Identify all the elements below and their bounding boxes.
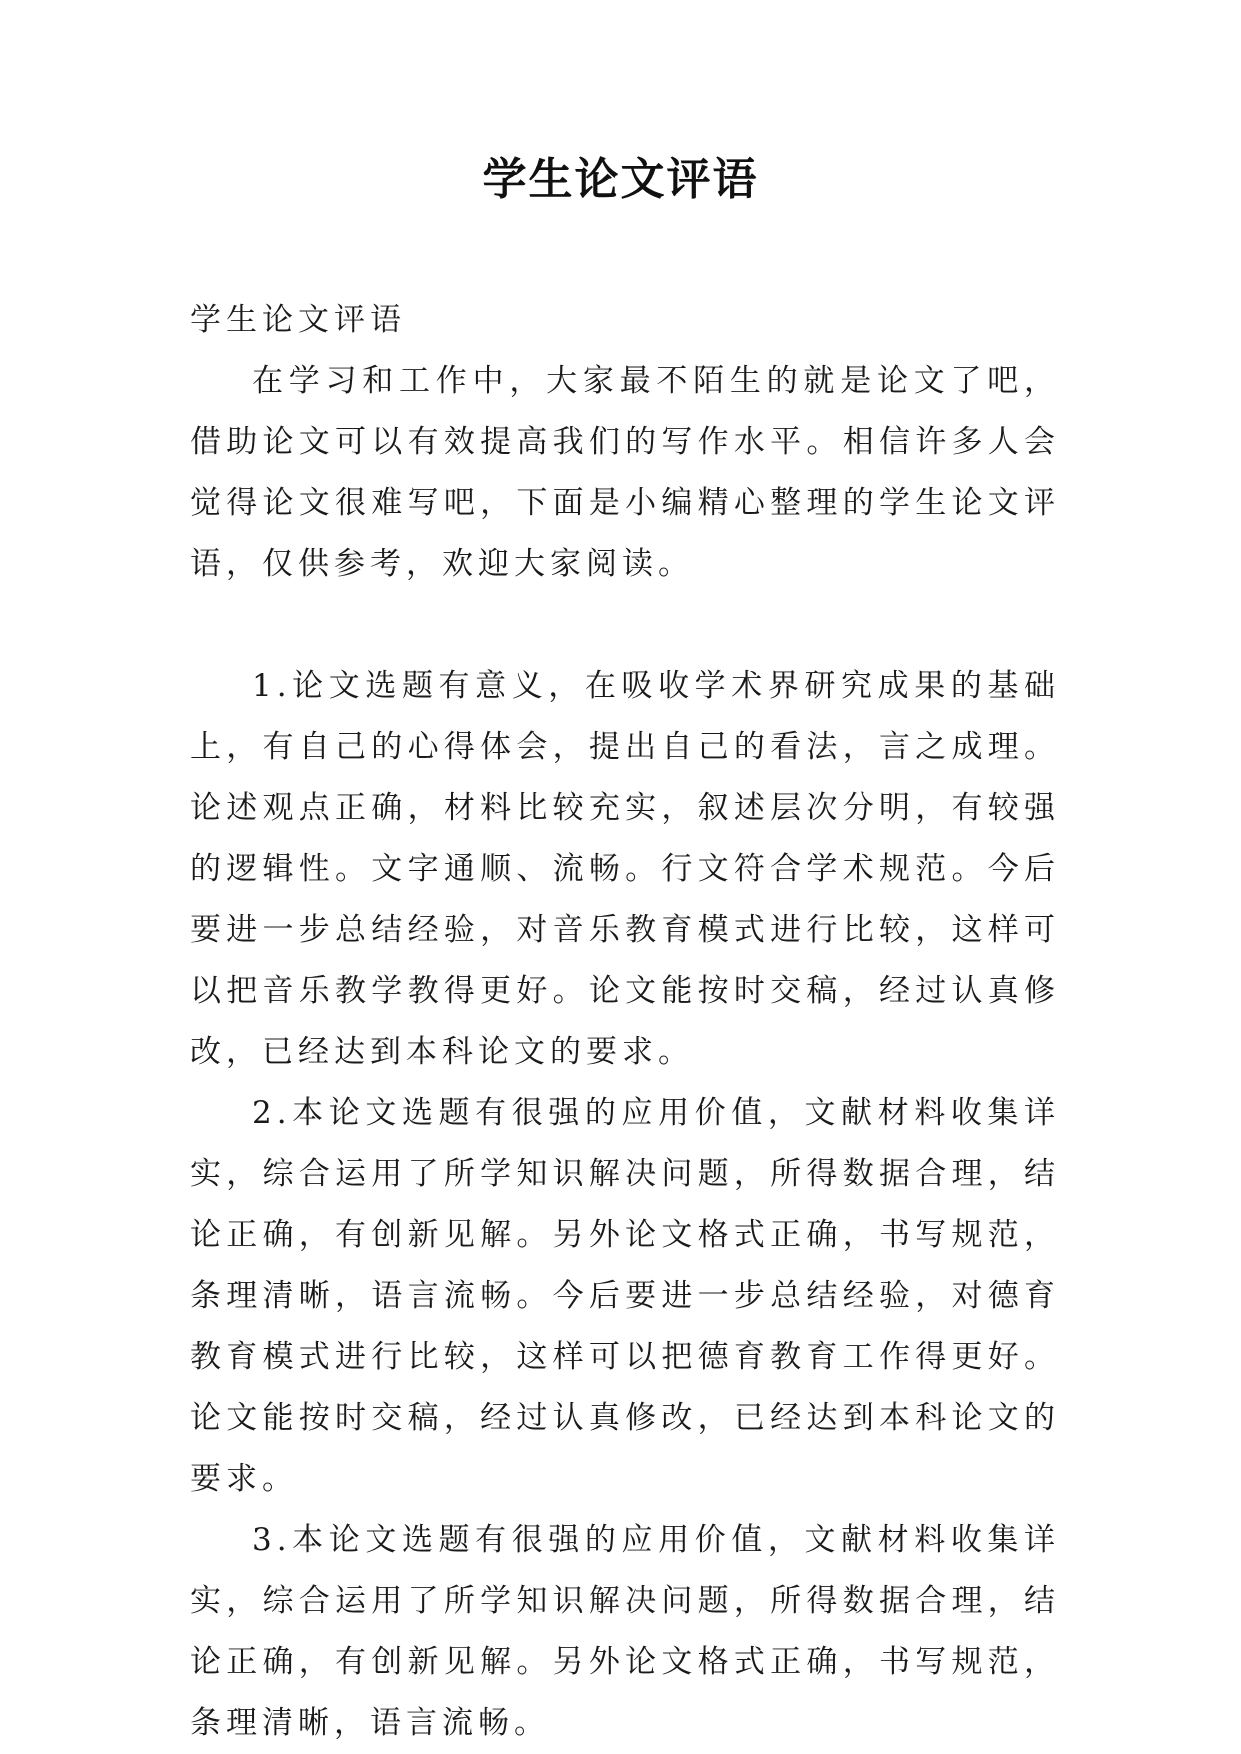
paragraph-spacer [190,595,1060,656]
comment-item-2: 2.本论文选题有很强的应用价值，文献材料收集详实，综合运用了所学知识解决问题，所得数据合理，结论正确，有创新见解。另外论文格式正确，书写规范，条理清晰，语言流畅。今后要进一步总结经验，对德育教育模式进行比较，这样可以把德育教育工作得更好。论文能按时交稿，经过认真修改，已经达到本科论文的要求。 [190,1095,1060,1497]
document-subtitle: 学生论文评语 [190,302,406,338]
comment-item-3: 3.本论文选题有很强的应用价值，文献材料收集详实，综合运用了所学知识解决问题，所得数据合理，结论正确，有创新见解。另外论文格式正确，书写规范，条理清晰，语言流畅。 [190,1522,1060,1741]
comment-item-1: 1.论文选题有意义，在吸收学术界研究成果的基础上，有自己的心得体会，提出自己的看法，言之成理。论述观点正确，材料比较充实，叙述层次分明，有较强的逻辑性。文字通顺、流畅。行文符合学术规范。今后要进一步总结经验，对音乐教育模式进行比较，这样可以把音乐教学教得更好。论文能按时交稿，经过认真修改，已经达到本科论文的要求。 [190,668,1060,1070]
document-title: 学生论文评语 [482,154,759,205]
intro-paragraph: 在学习和工作中，大家最不陌生的就是论文了吧，借助论文可以有效提高我们的写作水平。相信许多人会觉得论文很难写吧，下面是小编精心整理的学生论文评语，仅供参考，欢迎大家阅读。 [190,363,1060,582]
document-body [190,290,1060,1754]
